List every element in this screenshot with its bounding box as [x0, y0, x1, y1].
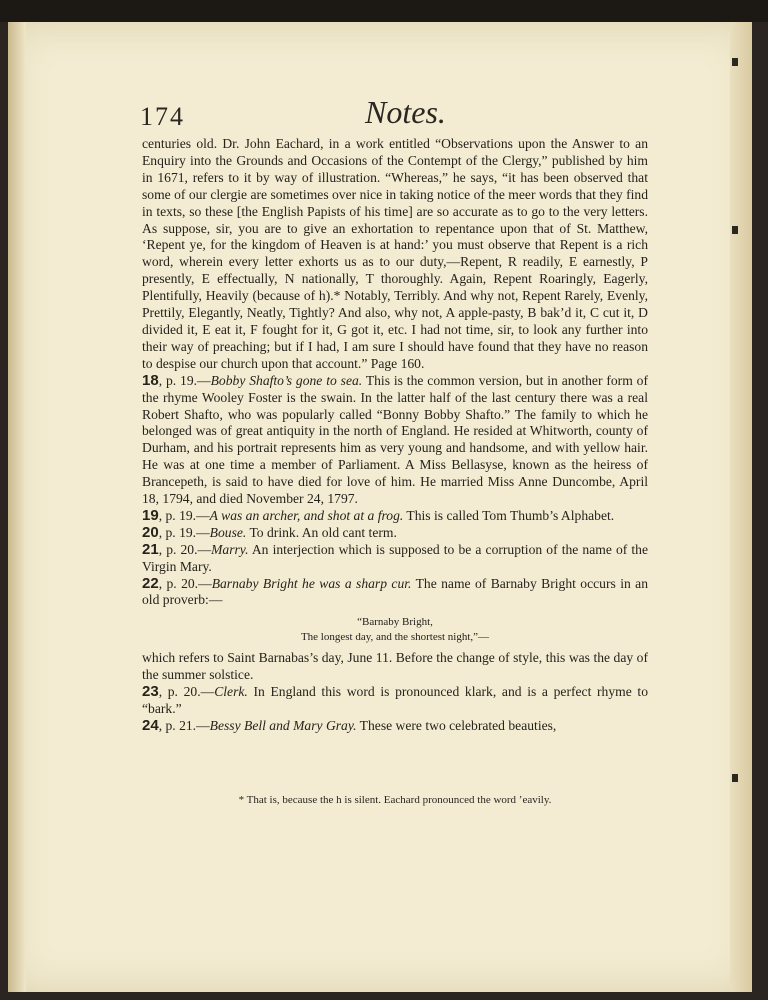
note-number: 22 [142, 574, 159, 592]
note-text: These were two celebrated beauties, [356, 718, 557, 733]
scan-top-edge [0, 0, 768, 22]
note-number: 23 [142, 683, 159, 701]
note-quote: A was an archer, and shot at a frog. [209, 507, 404, 523]
page-gutter [8, 22, 26, 992]
verse-line: “Barnaby Bright, [357, 616, 433, 629]
note-number: 21 [142, 540, 159, 558]
footnote: * That is, because the h is silent. Eachard pronounced the word ’eavily. [238, 794, 552, 806]
note-reference: , p. 21.— [158, 718, 210, 733]
continuation-paragraph: which refers to Saint Barnabas’s day, June 11. Before the change of style, this was the day of the summer solstice. [142, 650, 648, 683]
note-reference: , p. 19.— [158, 524, 210, 540]
note-reference: , p. 20.— [158, 541, 212, 557]
note-quote: Bouse. [209, 524, 247, 540]
note-entry [142, 542, 648, 576]
note-quote: Clerk. [214, 684, 248, 700]
note-entry [142, 508, 648, 525]
edge-mark [732, 774, 738, 782]
verse-line: The longest day, and the shortest night,”— [300, 631, 490, 644]
note-text: This is the common version, but in another form of the rhyme Wooley Foster is the swain. In the latter half of the last century there was a real Robert Shafto, who was popularly called “Bonny Bobby Shafto.” The family to which he belonged was of great antiquity in the north of England. He resided at Whitworth, county of Durham, and his portrait represents him as very young and handsome, and with yellow hair. He was at one time a member of Parliament. A Miss Bellasyse, known as the heiress of Brancepeth, is said to have died for love of him. He married Miss Anne Duncombe, April 18, 1794, and died November 24, 1797. [142, 372, 648, 507]
note-reference: , p. 19.— [158, 507, 210, 523]
note-text: The name of Barnaby Bright occurs in an old proverb:— [142, 575, 648, 608]
page-body [142, 136, 648, 735]
intro-paragraph: centuries old. Dr. John Eachard, in a work entitled “Observations upon the Answer to an Enquiry into the Grounds and Occasions of the Contempt of the Clergy,” published by him in 1671, refers to it by way of illustration. “Whereas,” he says, “it has been observed that some of our clergie are sometimes over nice in taking notice of the meer words that they find in texts, so these [the English Papists of his time] are so accurate as to go to the very letters. As suppose, sir, you are to give an exhortation to repentance upon that of St. Matthew, ‘Repent ye, for the kingdom of Heaven is at hand:’ you must observe that Repent is a rich word, wherein every letter exhorts us as to our duty,—Repent, R readily, E earnestly, P presently, E effectually, N nationally, T thoroughly. Again, Repent Roaringly, Eagerly, Plentifully, Heavily (because of h).* Notably, Terribly. And why not, Repent Rarely, Evenly, Prettily, Elegantly, Neatly, Tightly? And also, why not, A apple-pasty, B bak’d it, C cut it, D divided it, E eat it, F fought for it, G got it, etc. I had not time, sir, to look any further into their way of preaching; but if I had, I am sure I should have found that they have no reason to despise our church upon that account.” Page 160. [142, 136, 648, 371]
note-entry [142, 718, 648, 735]
running-title: Notes. [365, 94, 446, 130]
note-text: In England this word is pronounced klark, and is a perfect rhyme to “bark.” [142, 684, 648, 717]
edge-mark [732, 58, 738, 66]
note-reference: , p. 20.— [158, 575, 212, 591]
note-entry [142, 576, 648, 610]
note-quote: Barnaby Bright he was a sharp cur. [211, 575, 412, 591]
note-quote: Marry. [211, 541, 249, 557]
note-number: 24 [142, 717, 159, 734]
note-number: 19 [142, 506, 159, 524]
note-number: 18 [142, 371, 159, 389]
note-entry [142, 373, 648, 508]
page-header [140, 94, 650, 138]
edge-mark [732, 226, 738, 234]
note-quote: Bessy Bell and Mary Gray. [209, 718, 357, 733]
note-reference: , p. 20.— [158, 684, 215, 700]
page-fore-edge [730, 22, 752, 992]
note-quote: Bobby Shafto’s gone to sea. [210, 372, 363, 388]
note-text: To drink. An old cant term. [246, 524, 397, 540]
page-number: 174 [140, 102, 185, 131]
note-text: This is called Tom Thumb’s Alphabet. [403, 507, 615, 523]
verse-quotation [142, 615, 648, 645]
note-entry [142, 684, 648, 718]
note-reference: , p. 19.— [158, 372, 211, 388]
note-number: 20 [142, 523, 159, 541]
note-text: An interjection which is supposed to be a corruption of the name of the Virgin Mary. [142, 541, 649, 574]
note-entry [142, 525, 648, 542]
